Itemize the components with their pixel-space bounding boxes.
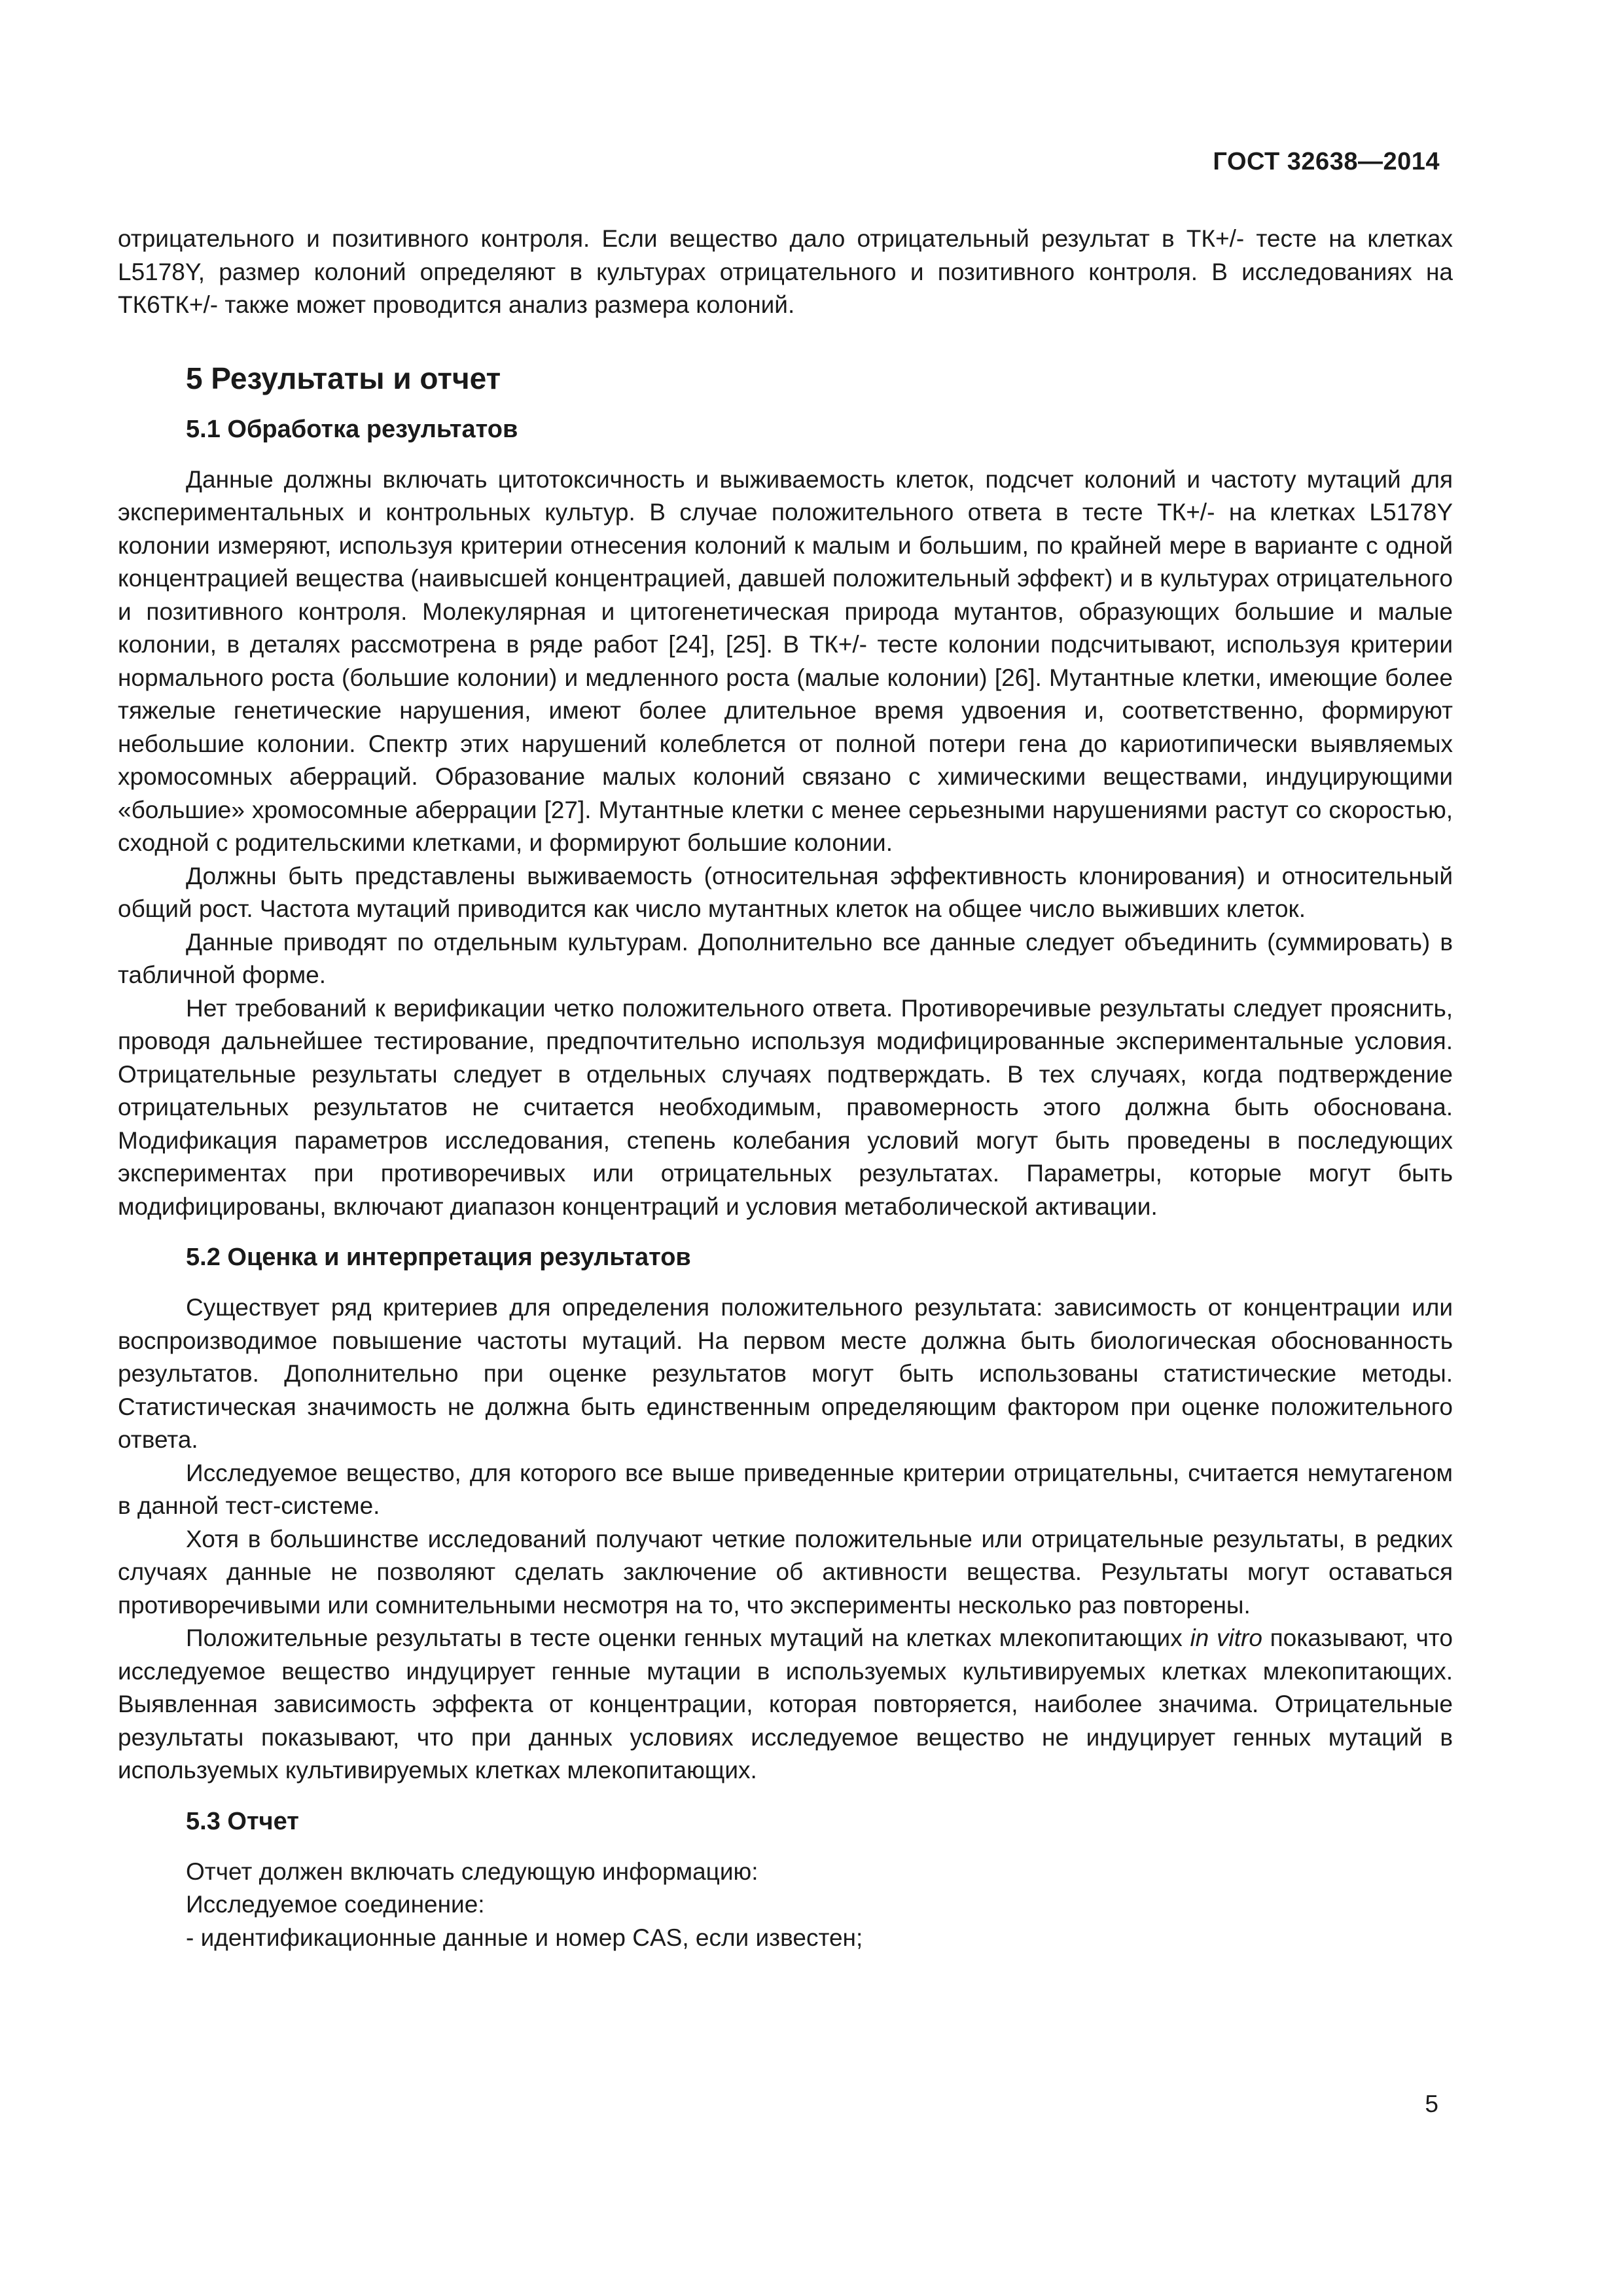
paragraph: Нет требований к верификации четко положительного ответа. Противоречивые результаты следует прояснить, проводя дальнейшее тестирование, предпочтительно используя модифицированные экспериментальные условия. Отрицательные результаты следует в отдельных случаях подтверждать. В тех случаях, когда подтверждение отрицательных результатов не считается необходимым, правомерность этого должна быть обоснована. Модификация параметров исследования, степень колебания условий могут быть проведены в последующих экспериментах при противоречивых или отрицательных результатах. Параметры, которые могут быть модифицированы, включают диапазон концентраций и условия метаболической активации. xyxy=(118,994,1453,1220)
report-subject-line: Исследуемое соединение: xyxy=(186,1891,485,1918)
paragraph xyxy=(118,1622,1453,1787)
paragraph: Хотя в большинстве исследований получают четкие положительные или отрицательные результаты, в редких случаях данные не позволяют сделать заключение об активности вещества. Результаты могут оставаться противоречивыми или сомнительными несмотря на то, что эксперименты несколько раз повторены. xyxy=(118,1525,1453,1619)
paragraph: Данные приводят по отдельным культурам. Дополнительно все данные следует объединить (суммировать) в табличной форме. xyxy=(118,928,1453,988)
paragraph-text: Положительные результаты в тесте оценки генных мутаций на клетках млекопитающих xyxy=(186,1624,1190,1651)
italic-term: in vitro xyxy=(1190,1624,1262,1651)
section-5-2-heading: 5.2 Оценка и интерпретация результатов xyxy=(186,1244,691,1271)
document-id-header: ГОСТ 32638—2014 xyxy=(1213,148,1440,175)
page-number: 5 xyxy=(1425,2090,1438,2117)
page-content xyxy=(118,223,1453,1954)
paragraph: Существует ряд критериев для определения положительного результата: зависимость от концентрации или воспроизводимое повышение частоты мутаций. На первом месте должна быть биологическая обоснованность результатов. Дополнительно при оценке результатов могут быть использованы статистические методы. Статистическая значимость не должна быть единственным определяющим фактором при оценке положительного ответа. xyxy=(118,1294,1453,1453)
paragraph-text: показывают, что исследуемое вещество индуцирует генные мутации в используемых культивируемых клетках млекопитающих. Выявленная зависимость эффекта от концентрации, которая повторяется, наиболее значима. Отрицательные результаты показывают, что при данных условиях исследуемое вещество не индуцирует генных мутаций в используемых культивируемых клетках млекопитающих. xyxy=(118,1624,1453,1784)
section-5-3-heading: 5.3 Отчет xyxy=(186,1807,299,1835)
paragraph: Исследуемое вещество, для которого все выше приведенные критерии отрицательны, считается немутагеном в данной тест-системе. xyxy=(118,1459,1453,1519)
section-5-1-heading: 5.1 Обработка результатов xyxy=(186,415,518,443)
list-item: - идентификационные данные и номер CAS, если известен; xyxy=(186,1924,863,1951)
report-intro-line: Отчет должен включать следующую информацию: xyxy=(186,1857,758,1885)
continuation-paragraph: отрицательного и позитивного контроля. Если вещество дало отрицательный результат в ТК+/- тесте на клетках L5178Y, размер колоний определяют в культурах отрицательного и позитивного контроля. В исследованиях на ТК6ТК+/- также может проводится анализ размера колоний. xyxy=(118,225,1453,318)
paragraph: Должны быть представлены выживаемость (относительная эффективность клонирования) и относительный общий рост. Частота мутаций приводится как число мутантных клеток на общее число выживших клеток. xyxy=(118,862,1453,922)
paragraph: Данные должны включать цитотоксичность и выживаемость клеток, подсчет колоний и частоту мутаций для экспериментальных и контрольных культур. В случае положительного ответа в тесте ТК+/- на клетках L5178Y колонии измеряют, используя критерии отнесения колоний к малым и большим, по крайней мере в варианте с одной концентрацией вещества (наивысшей концентрацией, давшей положительный эффект) и в культурах отрицательного и позитивного контроля. Молекулярная и цитогенетическая природа мутантов, образующих большие и малые колонии, в деталях рассмотрена в ряде работ [24], [25]. В ТК+/- тесте колонии подсчитывают, используя критерии нормального роста (большие колонии) и медленного роста (малые колонии) [26]. Мутантные клетки, имеющие более тяжелые генетические нарушения, имеют более длительное время удвоения и, соответственно, формируют небольшие колонии. Спектр этих нарушений колеблется от полной потери гена до кариотипически выявляемых хромосомных аберраций. Образование малых колоний связано с химическими веществами, индуцирующими «большие» хромосомные аберрации [27]. Мутантные клетки с менее серьезными нарушениями растут со скоростью, сходной с родительскими клетками, и формируют большие колонии. xyxy=(118,465,1453,856)
section-5-heading: 5 Результаты и отчет xyxy=(186,361,501,395)
